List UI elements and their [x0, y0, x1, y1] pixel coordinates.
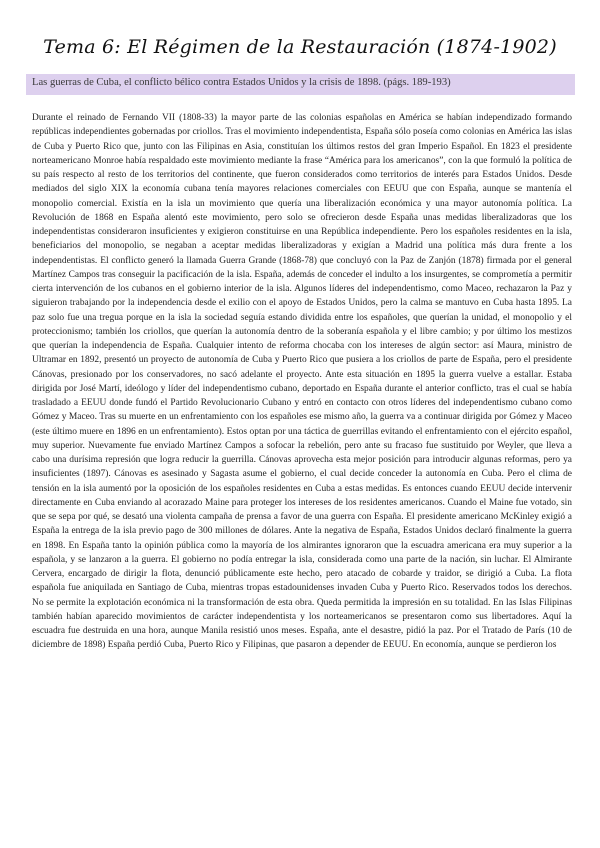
section-heading: Las guerras de Cuba, el conflicto bélico contra Estados Unidos y la crisis de 1898. (págs. 189-193) — [26, 74, 575, 95]
page-title: Tema 6: El Régimen de la Restauración (1874-1902) — [43, 36, 557, 58]
body-paragraph: Durante el reinado de Fernando VII (1808-33) la mayor parte de las colonias españolas en América se habían independizado formando repúblicas independientes gobernadas por criollos. Tras el movimiento independentista, España sólo poseía como colonias en América las islas de Cuba y Puerto Rico que, junto con las Filipinas en Asia, constituían los últimos restos del gran Imperio Español. En 1823 el presidente norteamericano Monroe había respaldado este movimiento mediante la frase “América para los americanos”, con la que formuló la política de su país respecto al resto de los territorios del continente, que fueron considerados como territorios de interés para Estados Unidos. Desde mediados del siglo XIX la economía cubana tenía mayores relaciones comerciales con EEUU que con España, aunque se mantenía el monopolio comercial. Existía en la isla un movimiento que quería una liberalización económica y una mayor autonomía política. La Revolución de 1868 en España alentó este movimiento, pero solo se ofrecieron desde España unas medidas liberalizadoras que los independentistas consideraron insuficientes y exigieron constituirse en una República independiente. Pero los españoles residentes en la isla, beneficiarios del monopolio, se negaban a aceptar medidas liberalizadoras y exigían a Madrid una política más dura frente a los independentistas. El conflicto generó la llamada Guerra Grande (1868-78) que concluyó con la Paz de Zanjón (1878) firmada por el general Martínez Campos tras conseguir la pacificación de la isla. España, además de conceder el indulto a los insurgentes, se comprometía a permitir cierta intervención de los cubanos en el gobierno interior de la isla. Algunos líderes del independentismo, como Maceo, rechazaron la Paz y siguieron trabajando por la independencia desde el exilio con el apoyo de Estados Unidos, pero la calma se mantuvo en Cuba hasta 1895. La paz solo fue una tregua porque en la isla la sociedad seguía estando dividida entre los españoles, que querían la unidad, el monopolio y el proteccionismo; también los criollos, que querían la autonomía dentro de la soberanía española y el libre cambio; y por último los mestizos que querían la independencia de España. Cualquier intento de reforma chocaba con los intereses de algún sector: así Maura, ministro de Ultramar en 1892, presentó un proyecto de autonomía de Cuba y Puerto Rico que pusiera a los criollos de parte de España, pero el presidente Cánovas, presionado por los conservadores, no sacó adelante el proyecto. Ante esta situación en 1895 la guerra vuelve a estallar. Estaba dirigida por José Martí, ideólogo y líder del independentismo cubano, deportado en España durante el anterior conflicto, tras el cual se había trasladado a EEUU donde fundó el Partido Revolucionario Cubano y entró en contacto con otros líderes del independentismo cubano como Gómez y Maceo. Tras su muerte en un enfrentamiento con los españoles ese mismo año, la guerra va a continuar dirigida por Gómez y Maceo (este último muere en 1896 en un enfrentamiento). Estos optan por una táctica de guerrillas evitando el enfrentamiento con el ejército español, muy superior. Nuevamente fue enviado Martínez Campos a sofocar la rebelión, pero ante su fracaso fue sustituido por Weyler, que lleva a cabo una durísima represión que logra reducir la guerrilla. Cánovas aprovecha esta mejor posición para introducir algunas reformas, pero ya insuficientes (1897). Cánovas es asesinado y Sagasta asume el gobierno, el cual decide conceder la autonomía en Cuba. Pero el clima de tensión en la isla aumentó por la oposición de los españoles residentes en Cuba a estas medidas. Es entonces cuando EEUU decide intervenir directamente en Cuba enviando al acorazado Maine para proteger los intereses de los residentes americanos. Cuando el Maine fue votado, sin que se sepa por qué, se desató una violenta campaña de prensa a favor de una guerra con España. El presidente americano McKinley exigió a España la entrega de la isla previo pago de 300 millones de dólares. Ante la negativa de España, Estados Unidos declaró finalmente la guerra en 1898. En España tanto la opinión pública como la mayoría de los almirantes ignoraron que la escuadra americana era muy superior a la española, y se lanzaron a la guerra. El gobierno no podía entregar la isla, considerada como una parte de la nación, sin luchar. El Almirante Cervera, encargado de dirigir la flota, denunció públicamente este hecho, pero atacado de cobarde y traidor, se dirigió a Cuba. La flota española fue aniquilada en Santiago de Cuba, mientras tropas estadounidenses invaden Cuba y Puerto Rico. Reservados todos los derechos. No se permite la explotación económica ni la transformación de esta obra. Queda permitida la impresión en su totalidad. En las Islas Filipinas también habían aparecido movimientos de carácter independentista y los norteamericanos se presentaron como sus libertadores. Aquí la escuadra fue destruida en una hora, aunque Manila resistió unos meses. España, ante el desastre, pidió la paz. Por el Tratado de París (10 de diciembre de 1898) España perdió Cuba, Puerto Rico y Filipinas, que pasaron a depender de EEUU. En economía, aunque se perdieron los — [32, 113, 572, 651]
